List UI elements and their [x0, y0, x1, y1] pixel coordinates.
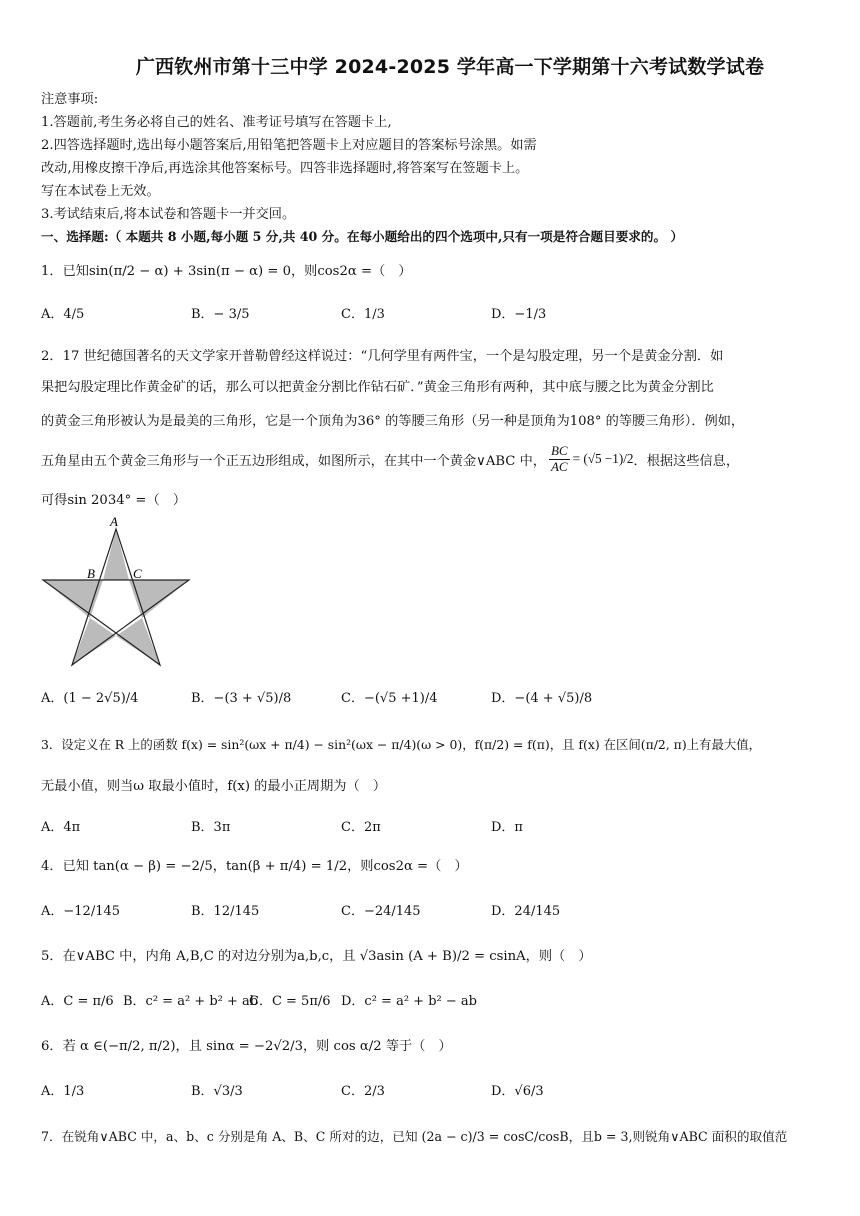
notes-heading: 注意事项:	[41, 92, 99, 107]
tri-left	[43, 580, 103, 618]
q2-option-a[interactable]: A．(1 − 2√5)/4	[41, 691, 139, 706]
q4-option-b[interactable]: B．12/145	[191, 904, 260, 919]
question-1-options	[41, 303, 821, 323]
pentagram-figure	[38, 512, 198, 672]
ratio-numerator: BC	[550, 443, 568, 458]
note-2b: 改动,用橡皮擦干净后,再选涂其他答案标号。四答非选择题时,将答案写在签题卡上。	[41, 161, 529, 176]
question-5-stem: 5．在∨ABC 中，内角 A,B,C 的对边分别为a,b,c，且 √3asin (A + B)/2 = csinA，则（ ）	[41, 949, 592, 964]
q1-option-a[interactable]: A．4/5	[41, 307, 85, 322]
question-2-line-3: 的黄金三角形被认为是最美的三角形，它是一个顶角为36° 的等腰三角形（另一种是顶角为108° 的等腰三角形）．例如，	[41, 414, 745, 429]
question-6-stem: 6．若 α ∈(−π/2, π/2)，且 sinα = −2√2/3，则 cos α/2 等于（ ）	[41, 1039, 452, 1054]
q1-option-b[interactable]: B．− 3/5	[191, 307, 250, 322]
q4-option-c[interactable]: C．−24/145	[341, 904, 421, 919]
q2-option-d[interactable]: D．−(4 + √5)/8	[491, 691, 593, 706]
q3-option-b[interactable]: B．3π	[191, 820, 231, 835]
tri-top	[103, 529, 129, 580]
question-2-options	[41, 687, 821, 707]
question-4-options	[41, 900, 821, 920]
question-2-line-4	[41, 444, 739, 475]
label-c: C	[133, 566, 142, 581]
question-2-line-4a: 五角星由五个黄金三角形与一个正五边形组成，如图所示，在其中一个黄金∨ABC 中，	[41, 453, 546, 469]
ratio-value: = (√5 −1)/2	[572, 451, 634, 467]
q6-option-d[interactable]: D．√6/3	[491, 1084, 544, 1099]
tri-bottom-right	[116, 618, 160, 665]
q5-option-d[interactable]: D．c² = a² + b² − ab	[341, 994, 477, 1009]
q4-option-d[interactable]: D．24/145	[491, 904, 561, 919]
question-2-line-5: 可得sin 2034° =（ ）	[41, 493, 187, 508]
note-2c: 写在本试卷上无效。	[41, 184, 160, 199]
note-2a: 2.四答选择题时,选出每小题答案后,用铅笔把答题卡上对应题目的答案标号涂黑。如需	[41, 138, 537, 153]
note-1: 1.答题前,考生务必将自己的姓名、准考证号填写在答题卡上,	[41, 115, 392, 130]
q4-option-a[interactable]: A．−12/145	[41, 904, 121, 919]
question-4-stem: 4．已知 tan(α − β) = −2/5，tan(β + π/4) = 1/2，则cos2α =（ ）	[41, 859, 468, 874]
question-3-line-1: 3．设定义在 R 上的函数 f(x) = sin²(ωx + π/4) − sin²(ωx − π/4)(ω > 0)，f(π/2) = f(π)，且 f(x) 在区间(π/2, π)上有最大值，	[41, 737, 762, 752]
q2-option-c[interactable]: C．−(√5 +1)/4	[341, 691, 438, 706]
note-3: 3.考试结束后,将本试卷和答题卡一并交回。	[41, 207, 296, 222]
q6-option-b[interactable]: B．√3/3	[191, 1084, 243, 1099]
question-2-line-2: 果把勾股定理比作黄金矿的话，那么可以把黄金分割比作钻石矿．”黄金三角形有两种，其中底与腰之比为黄金分割比	[41, 380, 714, 395]
q3-option-a[interactable]: A．4π	[41, 820, 81, 835]
tri-right	[129, 580, 189, 618]
question-5-options	[41, 990, 821, 1010]
question-3-options	[41, 816, 821, 836]
question-2-line-4b: ．根据这些信息，	[633, 453, 740, 469]
q2-option-b[interactable]: B．−(3 + √5)/8	[191, 691, 292, 706]
q1-option-c[interactable]: C．1/3	[341, 307, 385, 322]
q1-option-d[interactable]: D．−1/3	[491, 307, 547, 322]
ratio-denominator: AC	[550, 458, 568, 474]
tri-bottom-left	[72, 618, 116, 665]
question-1-stem: 1．已知sin(π/2 − α) + 3sin(π − α) = 0，则cos2α =（ ）	[41, 264, 412, 279]
question-7-stem: 7．在锐角∨ABC 中，a、b、c 分别是角 A、B、C 所对的边，已知 (2a − c)/3 = cosC/cosB，且b = 3,则锐角∨ABC 面积的取值范	[41, 1129, 788, 1144]
question-6-options	[41, 1080, 821, 1100]
question-3-line-2: 无最小值，则当ω 取最小值时，f(x) 的最小正周期为（ ）	[41, 779, 387, 794]
q5-option-a[interactable]: A．C = π/6	[41, 994, 114, 1009]
q6-option-c[interactable]: C．2/3	[341, 1084, 385, 1099]
label-a: A	[110, 514, 118, 529]
ratio-fraction	[549, 444, 570, 475]
q3-option-d[interactable]: D．π	[491, 820, 523, 835]
section-heading: 一、选择题:（ 本题共 8 小题,每小题 5 分,共 40 分。在每小题给出的四个选项中,只有一项是符合题目要求的。 ）	[41, 229, 684, 244]
q5-option-c[interactable]: C．C = 5π/6	[249, 994, 331, 1009]
q6-option-a[interactable]: A．1/3	[41, 1084, 85, 1099]
label-b: B	[87, 566, 95, 581]
page-title: 广西钦州市第十三中学 2024-2025 学年高一下学期第十六考试数学试卷	[135, 56, 765, 78]
question-2-line-1: 2．17 世纪德国著名的天文学家开普勒曾经这样说过：“几何学里有两件宝，一个是勾股定理，另一个是黄金分割．如	[41, 349, 724, 364]
q5-option-b[interactable]: B．c² = a² + b² + ab	[123, 994, 259, 1009]
q3-option-c[interactable]: C．2π	[341, 820, 381, 835]
